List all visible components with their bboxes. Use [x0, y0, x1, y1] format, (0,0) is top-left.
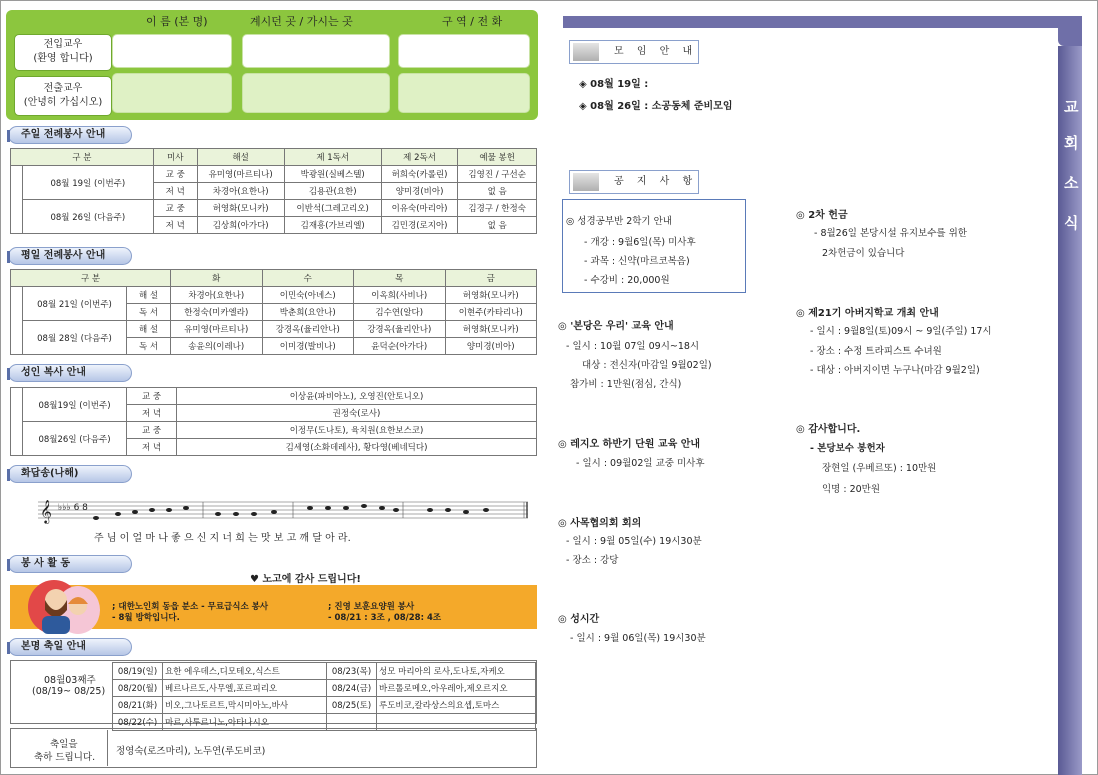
thanks-line: - 본당보수 봉헌자	[810, 443, 885, 454]
cell: 허희숙(카롤린)	[381, 166, 458, 183]
transfer-out-label	[14, 76, 112, 116]
in-place-field[interactable]	[242, 34, 390, 68]
in-name-field[interactable]	[112, 34, 232, 68]
edu-line: - 일시 : 10월 07일 09시~18시	[566, 341, 700, 352]
cell: 한정숙(미카엘라)	[171, 304, 263, 321]
role-cell: 해 설	[127, 287, 171, 304]
spacer	[11, 166, 23, 234]
holyhour-line: - 일시 : 9월 06일(목) 19시30분	[570, 633, 706, 644]
th: 미사	[153, 149, 197, 166]
role-cell: 독 서	[127, 304, 171, 321]
meeting-line-2: ◈ 08월 26일 : 소공동체 준비모임	[579, 101, 733, 112]
cell: 이정무(도나토), 육치원(요한보스코)	[177, 422, 537, 439]
study-line: - 과목 : 신약(마르코복음)	[584, 256, 690, 267]
meeting-line-1: ◈ 08월 19일 :	[579, 79, 649, 90]
meeting-title: 모 임 안 내	[614, 46, 698, 57]
mass-cell: 저 녁	[153, 183, 197, 200]
date-cell: 08월 21일 (이번주)	[23, 287, 127, 321]
th: 예물 봉헌	[458, 149, 537, 166]
father-line: - 대상 : 아버지이면 누구나(마감 9월2일)	[810, 365, 980, 376]
th: 제 2독서	[381, 149, 458, 166]
cell: 이유숙(마리아)	[381, 200, 458, 217]
cell: 김재흥(가브리엘)	[284, 217, 381, 234]
adult-title: 성인 복사 안내	[8, 364, 132, 382]
out-label-1: 전출교우	[43, 83, 83, 94]
feast-date: 08/24(금)	[327, 680, 377, 697]
sidebar-char: 식	[1064, 214, 1079, 232]
role-cell: 해 설	[127, 321, 171, 338]
th: 구 분	[11, 149, 154, 166]
in-label-2: (환영 합니다)	[33, 53, 93, 64]
thanks-line: 익명 : 20만원	[822, 484, 881, 495]
cell: 양미경(비아)	[445, 338, 537, 355]
out-district-field[interactable]	[398, 73, 530, 113]
service-line-1a: ; 대한노인회 동읍 분소 - 무료급식소 봉사	[112, 602, 269, 612]
fund-title: ◎ 2차 헌금	[796, 210, 848, 221]
mass-cell: 교 중	[153, 166, 197, 183]
service-thanks-row	[250, 570, 361, 585]
sunday-table	[10, 148, 537, 234]
study-line: - 개강 : 9월6일(목) 미사후	[584, 237, 696, 248]
mass-cell: 교 중	[153, 200, 197, 217]
date-cell: 08월 19일 (이번주)	[23, 166, 154, 200]
date-cell: 08월 28일 (다음주)	[23, 321, 127, 355]
feast-range: (08/19~ 08/25)	[32, 686, 106, 697]
edu-line: 대상 : 전신자(마감일 9월02일)	[582, 360, 712, 371]
cell: 유미영(마르티나)	[171, 321, 263, 338]
service-line-1b: - 8월 방학입니다.	[112, 613, 180, 623]
mass-cell: 저 녁	[127, 405, 177, 422]
cell: 이민숙(아녜스)	[262, 287, 354, 304]
weekday-table	[10, 269, 537, 355]
feast-date: 08/23(목)	[327, 663, 377, 680]
feast-date: 08/19(일)	[113, 663, 163, 680]
edu-line: 참가비 : 1만원(점심, 간식)	[570, 379, 682, 390]
sunday-title: 주일 전례봉사 안내	[8, 126, 132, 144]
th: 금	[445, 270, 537, 287]
sidebar-char: 소	[1064, 174, 1079, 192]
feast-week: 08월03째주	[44, 675, 96, 686]
father-line: - 장소 : 수정 트라피스트 수녀원	[810, 346, 942, 357]
svg-text:𝄞: 𝄞	[40, 499, 52, 523]
feast-names: 루도비코,칼라상스의요셉,토마스	[377, 697, 536, 714]
service-line-2a: ; 진영 보훈요양원 봉사	[328, 602, 415, 612]
congrats-2: 축하 드립니다.	[34, 752, 96, 763]
council-line: - 일시 : 9월 05일(수) 19시30분	[566, 536, 702, 547]
cell: 이미경(발비나)	[262, 338, 354, 355]
th: 목	[354, 270, 446, 287]
legio-line: - 일시 : 09월02일 교중 미사후	[576, 458, 705, 469]
feast-names: 마르,사투르니노,아타나시오	[163, 714, 327, 731]
header-place: 계시던 곳 / 가시는 곳	[250, 15, 353, 28]
cell: 윤덕순(아가다)	[354, 338, 446, 355]
feast-names: 바르톨로메오,아우레아,제오르지오	[377, 680, 536, 697]
sidebar	[1058, 46, 1082, 775]
congrats-names: 정영숙(로즈마리), 노두연(루도비코)	[116, 746, 266, 757]
feast-names: 요한 에우데스,디모테오,식스트	[163, 663, 327, 680]
date-cell: 08월26일 (다음주)	[23, 422, 127, 456]
service-title: 봉 사 활 동	[8, 555, 132, 573]
father-title: ◎ 제21기 아버지학교 개최 안내	[796, 308, 939, 319]
th: 수	[262, 270, 354, 287]
header-district: 구 역 / 전 화	[442, 15, 503, 28]
svg-text:♭♭♭ 6 8: ♭♭♭ 6 8	[58, 503, 88, 513]
cell: 김영진 / 구선순	[458, 166, 537, 183]
portrait-icon	[573, 43, 599, 61]
heart-icon: ♥	[250, 574, 263, 585]
feast-names: 비오,그나토르트,막시미아노,바사	[163, 697, 327, 714]
study-line: - 수강비 : 20,000원	[584, 275, 670, 286]
header-name: 이 름 (본 명)	[146, 15, 208, 28]
feast-date: 08/25(토)	[327, 697, 377, 714]
cell: 이현주(카타리나)	[445, 304, 537, 321]
cell: 없 음	[458, 183, 537, 200]
cell: 강경옥(율리안나)	[262, 321, 354, 338]
cell: 박광원(실베스텔)	[284, 166, 381, 183]
cell: 김용관(요한)	[284, 183, 381, 200]
date-cell: 08월19일 (이번주)	[23, 388, 127, 422]
date-cell: 08월 26일 (다음주)	[23, 200, 154, 234]
cell: 김수연(알다)	[354, 304, 446, 321]
thanks-line: 장현일 (우베르또) : 10만원	[822, 463, 937, 474]
th: 해설	[197, 149, 284, 166]
cell: 허영화(모니카)	[445, 321, 537, 338]
cell: 김경구 / 한정숙	[458, 200, 537, 217]
transfer-panel	[6, 10, 538, 120]
meeting-title-box	[569, 40, 699, 64]
th: 구 분	[11, 270, 171, 287]
cell: 권정숙(로사)	[177, 405, 537, 422]
feast-date: 08/21(화)	[113, 697, 163, 714]
thanks-title: ◎ 감사합니다.	[796, 424, 861, 435]
cell: 차경아(요한나)	[171, 287, 263, 304]
feast-date: 08/22(수)	[113, 714, 163, 731]
header-band	[563, 16, 1080, 28]
th: 제 1독서	[284, 149, 381, 166]
fund-line: 2차헌금이 있습니다	[822, 248, 905, 259]
spacer	[11, 388, 23, 456]
mass-cell: 저 녁	[153, 217, 197, 234]
out-name-field[interactable]	[112, 73, 232, 113]
cell: 박춘희(요안나)	[262, 304, 354, 321]
council-line: - 장소 : 강당	[566, 555, 619, 566]
in-district-field[interactable]	[398, 34, 530, 68]
cell: 허영화(모니카)	[197, 200, 284, 217]
cell: 없 음	[458, 217, 537, 234]
feast-names: 성모 마리아의 로사,도나토,자케오	[377, 663, 536, 680]
transfer-in-label	[14, 34, 112, 71]
spacer	[11, 287, 23, 355]
feast-table	[112, 662, 536, 731]
cell: 김상희(아가다)	[197, 217, 284, 234]
feast-date: 08/20(월)	[113, 680, 163, 697]
feast-names: 베르나르도,사무엘,포르피리오	[163, 680, 327, 697]
weekday-title: 평일 전례봉사 안내	[8, 247, 132, 265]
out-place-field[interactable]	[242, 73, 390, 113]
song-lyrics: 주 님 이 얼 마 나 좋 으 신 지 너 희 는 맛 보 고 깨 달 아 라.	[94, 533, 351, 544]
feast-title: 본명 축일 안내	[8, 638, 132, 656]
cell: 김세영(소화데레사), 황다영(베네딕다)	[177, 439, 537, 456]
adult-table	[10, 387, 537, 456]
cell: 이상윤(파비아노), 오영진(안토니오)	[177, 388, 537, 405]
council-title: ◎ 사목협의회 회의	[558, 518, 642, 529]
congrats-1: 축일을	[50, 739, 78, 750]
cell: 송윤의(이레나)	[171, 338, 263, 355]
edu-title: ◎ '본당은 우리' 교육 안내	[558, 321, 674, 332]
th: 화	[171, 270, 263, 287]
sidebar-char: 회	[1064, 134, 1079, 152]
mass-cell: 교 중	[127, 422, 177, 439]
legio-title: ◎ 레지오 하반기 단원 교육 안내	[558, 439, 701, 450]
sidebar-char: 교	[1064, 98, 1079, 116]
song-title: 화답송(나해)	[8, 465, 132, 483]
cell: 허영화(모니카)	[445, 287, 537, 304]
cell: 유미영(마르티나)	[197, 166, 284, 183]
notice-title: 공 지 사 항	[614, 176, 698, 187]
father-line: - 일시 : 9월8일(토)09시 ~ 9일(주일) 17시	[810, 326, 992, 337]
mass-cell: 교 중	[127, 388, 177, 405]
band-curl	[1058, 16, 1082, 50]
cell: 양미경(비아)	[381, 183, 458, 200]
role-cell: 독 서	[127, 338, 171, 355]
music-staff	[38, 496, 530, 526]
notice-title-box	[569, 170, 699, 194]
out-label-2: (안녕히 가십시오)	[23, 97, 103, 108]
in-label-1: 전입교우	[43, 39, 83, 50]
service-thanks: 노고에 감사 드립니다!	[262, 574, 361, 585]
cell: 이옥희(사비나)	[354, 287, 446, 304]
study-line: ◎ 성경공부반 2학기 안내	[566, 216, 672, 227]
cell: 김민경(로지아)	[381, 217, 458, 234]
mass-cell: 저 녁	[127, 439, 177, 456]
people-icon	[26, 578, 104, 636]
holyhour-title: ◎ 성시간	[558, 614, 600, 625]
cell: 차경아(요한나)	[197, 183, 284, 200]
fund-line: - 8월26일 본당시설 유지보수를 위한	[814, 228, 967, 239]
service-line-2b: - 08/21 : 3조 , 08/28: 4조	[328, 613, 442, 623]
portrait-icon	[573, 173, 599, 191]
cell: 이반석(그레고리오)	[284, 200, 381, 217]
cell: 강경옥(율리안나)	[354, 321, 446, 338]
